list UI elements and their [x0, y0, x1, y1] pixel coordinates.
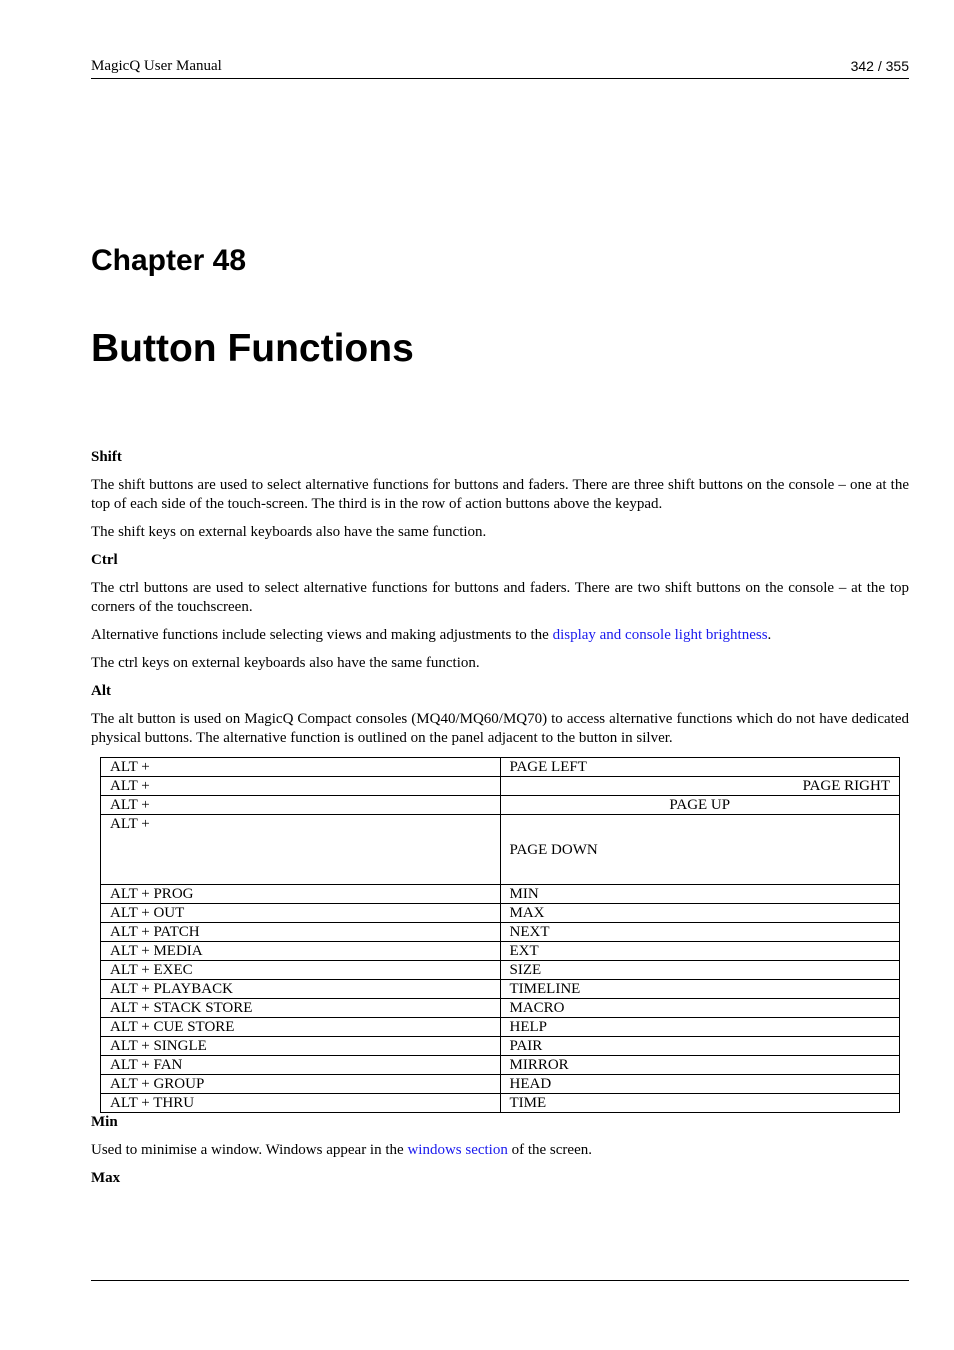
- table-row: [101, 999, 900, 1018]
- table-cell-combo: ALT +: [101, 777, 501, 796]
- table-cell-combo: ALT + STACK STORE: [101, 999, 501, 1018]
- table-row: [101, 885, 900, 904]
- shift-heading: Shift: [91, 449, 122, 465]
- table-cell-combo: ALT +: [101, 758, 501, 777]
- table-row: [101, 961, 900, 980]
- table-cell-function: PAGE UP: [500, 796, 900, 815]
- table-row: [101, 815, 900, 885]
- table-cell-combo: ALT + PLAYBACK: [101, 980, 501, 999]
- table-cell-function: TIME: [500, 1094, 900, 1113]
- table-cell-combo: ALT + GROUP: [101, 1075, 501, 1094]
- ctrl-paragraph-2: [91, 626, 909, 645]
- min-p-text: Used to minimise a window. Windows appear in the: [91, 1142, 408, 1158]
- max-heading: Max: [91, 1170, 121, 1186]
- page-number: 342 / 355: [850, 58, 909, 74]
- table-cell-function: NEXT: [500, 923, 900, 942]
- ctrl-paragraph-3: The ctrl keys on external keyboards also have the same function.: [91, 655, 480, 671]
- alt-heading: Alt: [91, 683, 111, 699]
- table-cell-combo: ALT +: [101, 815, 501, 885]
- table-cell-function: HEAD: [500, 1075, 900, 1094]
- alt-functions-table: [100, 757, 900, 1113]
- shift-paragraph-1: The shift buttons are used to select alternative functions for buttons and faders. There are three shift buttons on the console – one at the top of each side of the touch-screen. The third is in the row of action buttons above the keypad.: [91, 477, 909, 512]
- ctrl-p2-text: Alternative functions include selecting views and making adjustments to the: [91, 627, 553, 643]
- table-cell-function: MAX: [500, 904, 900, 923]
- table-cell-function: EXT: [500, 942, 900, 961]
- min-paragraph: [91, 1141, 909, 1160]
- table-cell-combo: ALT +: [101, 796, 501, 815]
- table-cell-function: PAGE DOWN: [500, 815, 900, 885]
- table-row: [101, 1075, 900, 1094]
- table-cell-function: MIRROR: [500, 1056, 900, 1075]
- table-row: [101, 796, 900, 815]
- chapter-body: [91, 448, 909, 1197]
- table-row: [101, 1018, 900, 1037]
- chapter-title: Button Functions: [91, 327, 414, 370]
- table-cell-function: HELP: [500, 1018, 900, 1037]
- table-cell-function: TIMELINE: [500, 980, 900, 999]
- table-row: [101, 1094, 900, 1113]
- table-row: [101, 942, 900, 961]
- windows-section-link[interactable]: windows section: [407, 1142, 508, 1158]
- chapter-label: Chapter 48: [91, 244, 247, 277]
- page-header: [91, 58, 909, 79]
- table-cell-function: PAIR: [500, 1037, 900, 1056]
- ctrl-p2-end: .: [767, 627, 772, 643]
- footer-rule: [91, 1280, 909, 1281]
- manual-title: MagicQ User Manual: [91, 58, 222, 74]
- table-row: [101, 777, 900, 796]
- table-cell-combo: ALT + CUE STORE: [101, 1018, 501, 1037]
- ctrl-paragraph-1: The ctrl buttons are used to select alternative functions for buttons and faders. There are two shift buttons on the console – at the top corners of the touchscreen.: [91, 580, 909, 615]
- table-row: [101, 1056, 900, 1075]
- table-row: [101, 980, 900, 999]
- table-cell-function: MACRO: [500, 999, 900, 1018]
- table-cell-function: PAGE LEFT: [500, 758, 900, 777]
- shift-paragraph-2: The shift keys on external keyboards also have the same function.: [91, 524, 487, 540]
- min-heading: Min: [91, 1114, 118, 1130]
- table-cell-combo: ALT + THRU: [101, 1094, 501, 1113]
- table-row: [101, 1037, 900, 1056]
- table-cell-combo: ALT + PATCH: [101, 923, 501, 942]
- ctrl-heading: Ctrl: [91, 552, 118, 568]
- display-brightness-link[interactable]: display and console light brightness: [552, 627, 768, 643]
- alt-paragraph-1: The alt button is used on MagicQ Compact consoles (MQ40/MQ60/MQ70) to access alternative functions which do not have dedicated physical buttons. The alternative function is outlined on the panel adjacent to the button in silver.: [91, 711, 909, 746]
- table-row: [101, 758, 900, 777]
- table-cell-combo: ALT + MEDIA: [101, 942, 501, 961]
- table-row: [101, 904, 900, 923]
- table-cell-combo: ALT + EXEC: [101, 961, 501, 980]
- table-cell-function: SIZE: [500, 961, 900, 980]
- table-cell-combo: ALT + PROG: [101, 885, 501, 904]
- table-cell-combo: ALT + FAN: [101, 1056, 501, 1075]
- min-p-end: of the screen.: [507, 1142, 592, 1158]
- table-cell-combo: ALT + SINGLE: [101, 1037, 501, 1056]
- table-cell-function: MIN: [500, 885, 900, 904]
- table-cell-function: PAGE RIGHT: [500, 777, 900, 796]
- table-row: [101, 923, 900, 942]
- table-cell-combo: ALT + OUT: [101, 904, 501, 923]
